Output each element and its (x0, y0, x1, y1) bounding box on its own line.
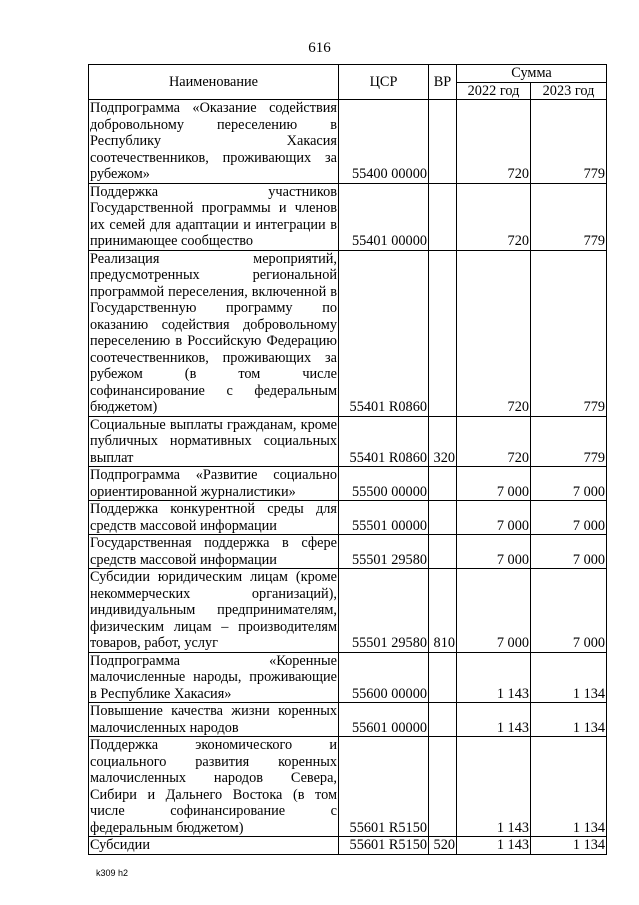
table-header (89, 65, 607, 100)
row-vr (429, 183, 457, 250)
row-name: Социальные выплаты гражданам, кроме публичных нормативных социальных выплат (90, 416, 337, 466)
row-sum-2023: 7 000 (531, 467, 607, 501)
row-name: Подпрограмма «Коренные малочисленные народы, проживающие в Республике Хакасия» (90, 652, 337, 702)
header-csr: ЦСР (339, 65, 429, 100)
row-vr (429, 535, 457, 569)
row-name: Субсидии (89, 837, 339, 855)
row-sum-2022: 1 143 (457, 652, 531, 703)
header-vr: ВР (429, 65, 457, 100)
row-vr: 320 (429, 416, 457, 467)
page-number: 616 (308, 40, 331, 56)
row-sum-2022: 1 143 (457, 837, 531, 855)
row-sum-2022: 1 143 (457, 737, 531, 837)
row-name: Поддержка экономического и социального развития коренных малочисленных народов Севера, Сибири и Дальнего Востока (в том числе софинансирование с федеральным бюджетом) (90, 737, 337, 836)
row-sum-2023: 7 000 (531, 501, 607, 535)
row-vr (429, 100, 457, 184)
row-csr: 55501 29580 (339, 535, 429, 569)
row-name: Реализация мероприятий, предусмотренных региональной программой переселения, включенной в Государственную программу по оказанию содействия добровольному переселению в Российскую Федерацию соотечественников, проживающих за рубежом (в том числе софинансирование с федеральным бюджетом) (90, 250, 337, 415)
row-sum-2022: 7 000 (457, 501, 531, 535)
row-sum-2022: 1 143 (457, 703, 531, 737)
table-row (89, 703, 607, 737)
row-csr: 55501 29580 (339, 569, 429, 653)
row-vr (429, 250, 457, 416)
row-sum-2023: 779 (531, 416, 607, 467)
row-csr: 55600 00000 (339, 652, 429, 703)
row-vr (429, 501, 457, 535)
row-sum-2022: 720 (457, 250, 531, 416)
budget-table (88, 64, 607, 855)
row-name: Поддержка конкурентной среды для средств массовой информации (90, 501, 337, 534)
table-body (89, 100, 607, 855)
row-name: Субсидии юридическим лицам (кроме некоммерческих организаций), индивидуальным предпринимателям, физическим лицам – производителям товаров, работ, услуг (90, 569, 337, 651)
table-row (89, 501, 607, 535)
row-csr: 55400 00000 (339, 100, 429, 184)
table-row (89, 837, 607, 855)
row-csr: 55500 00000 (339, 467, 429, 501)
row-sum-2023: 1 134 (531, 837, 607, 855)
row-sum-2022: 7 000 (457, 467, 531, 501)
row-sum-2023: 1 134 (531, 703, 607, 737)
row-sum-2023: 779 (531, 250, 607, 416)
header-year-2022: 2022 год (457, 82, 531, 100)
row-csr: 55601 00000 (339, 703, 429, 737)
table-row (89, 416, 607, 467)
row-sum-2023: 1 134 (531, 652, 607, 703)
row-name: Подпрограмма «Развитие социально ориентированной журналистики» (90, 467, 337, 500)
row-sum-2023: 1 134 (531, 737, 607, 837)
row-sum-2022: 720 (457, 100, 531, 184)
row-vr (429, 703, 457, 737)
row-name: Повышение качества жизни коренных малочисленных народов (90, 703, 337, 736)
row-csr: 55601 R5150 (339, 737, 429, 837)
table-row (89, 467, 607, 501)
table-row (89, 183, 607, 250)
row-sum-2022: 7 000 (457, 535, 531, 569)
row-sum-2023: 7 000 (531, 535, 607, 569)
row-sum-2023: 779 (531, 100, 607, 184)
table-row (89, 535, 607, 569)
header-year-2023: 2023 год (531, 82, 607, 100)
row-vr (429, 467, 457, 501)
row-csr: 55401 R0860 (339, 250, 429, 416)
row-sum-2023: 7 000 (531, 569, 607, 653)
header-sum: Сумма (457, 65, 607, 83)
row-vr: 810 (429, 569, 457, 653)
table-row (89, 652, 607, 703)
row-sum-2022: 720 (457, 416, 531, 467)
row-vr (429, 737, 457, 837)
row-csr: 55401 R0860 (339, 416, 429, 467)
row-name: Государственная поддержка в сфере средств массовой информации (90, 535, 337, 568)
row-name: Поддержка участников Государственной программы и членов их семей для адаптации и интеграции в принимающее сообщество (90, 183, 337, 249)
table-row (89, 250, 607, 416)
row-name: Подпрограмма «Оказание содействия добровольному переселению в Республику Хакасия соотечественников, проживающих за рубежом» (90, 100, 337, 182)
row-csr: 55501 00000 (339, 501, 429, 535)
table-row (89, 569, 607, 653)
footer-code: k309 h2 (96, 868, 129, 878)
row-csr: 55401 00000 (339, 183, 429, 250)
table-row (89, 737, 607, 837)
row-sum-2023: 779 (531, 183, 607, 250)
row-vr: 520 (429, 837, 457, 855)
row-vr (429, 652, 457, 703)
header-name: Наименование (89, 65, 339, 100)
row-csr: 55601 R5150 (339, 837, 429, 855)
row-sum-2022: 720 (457, 183, 531, 250)
table-row (89, 100, 607, 184)
row-sum-2022: 7 000 (457, 569, 531, 653)
